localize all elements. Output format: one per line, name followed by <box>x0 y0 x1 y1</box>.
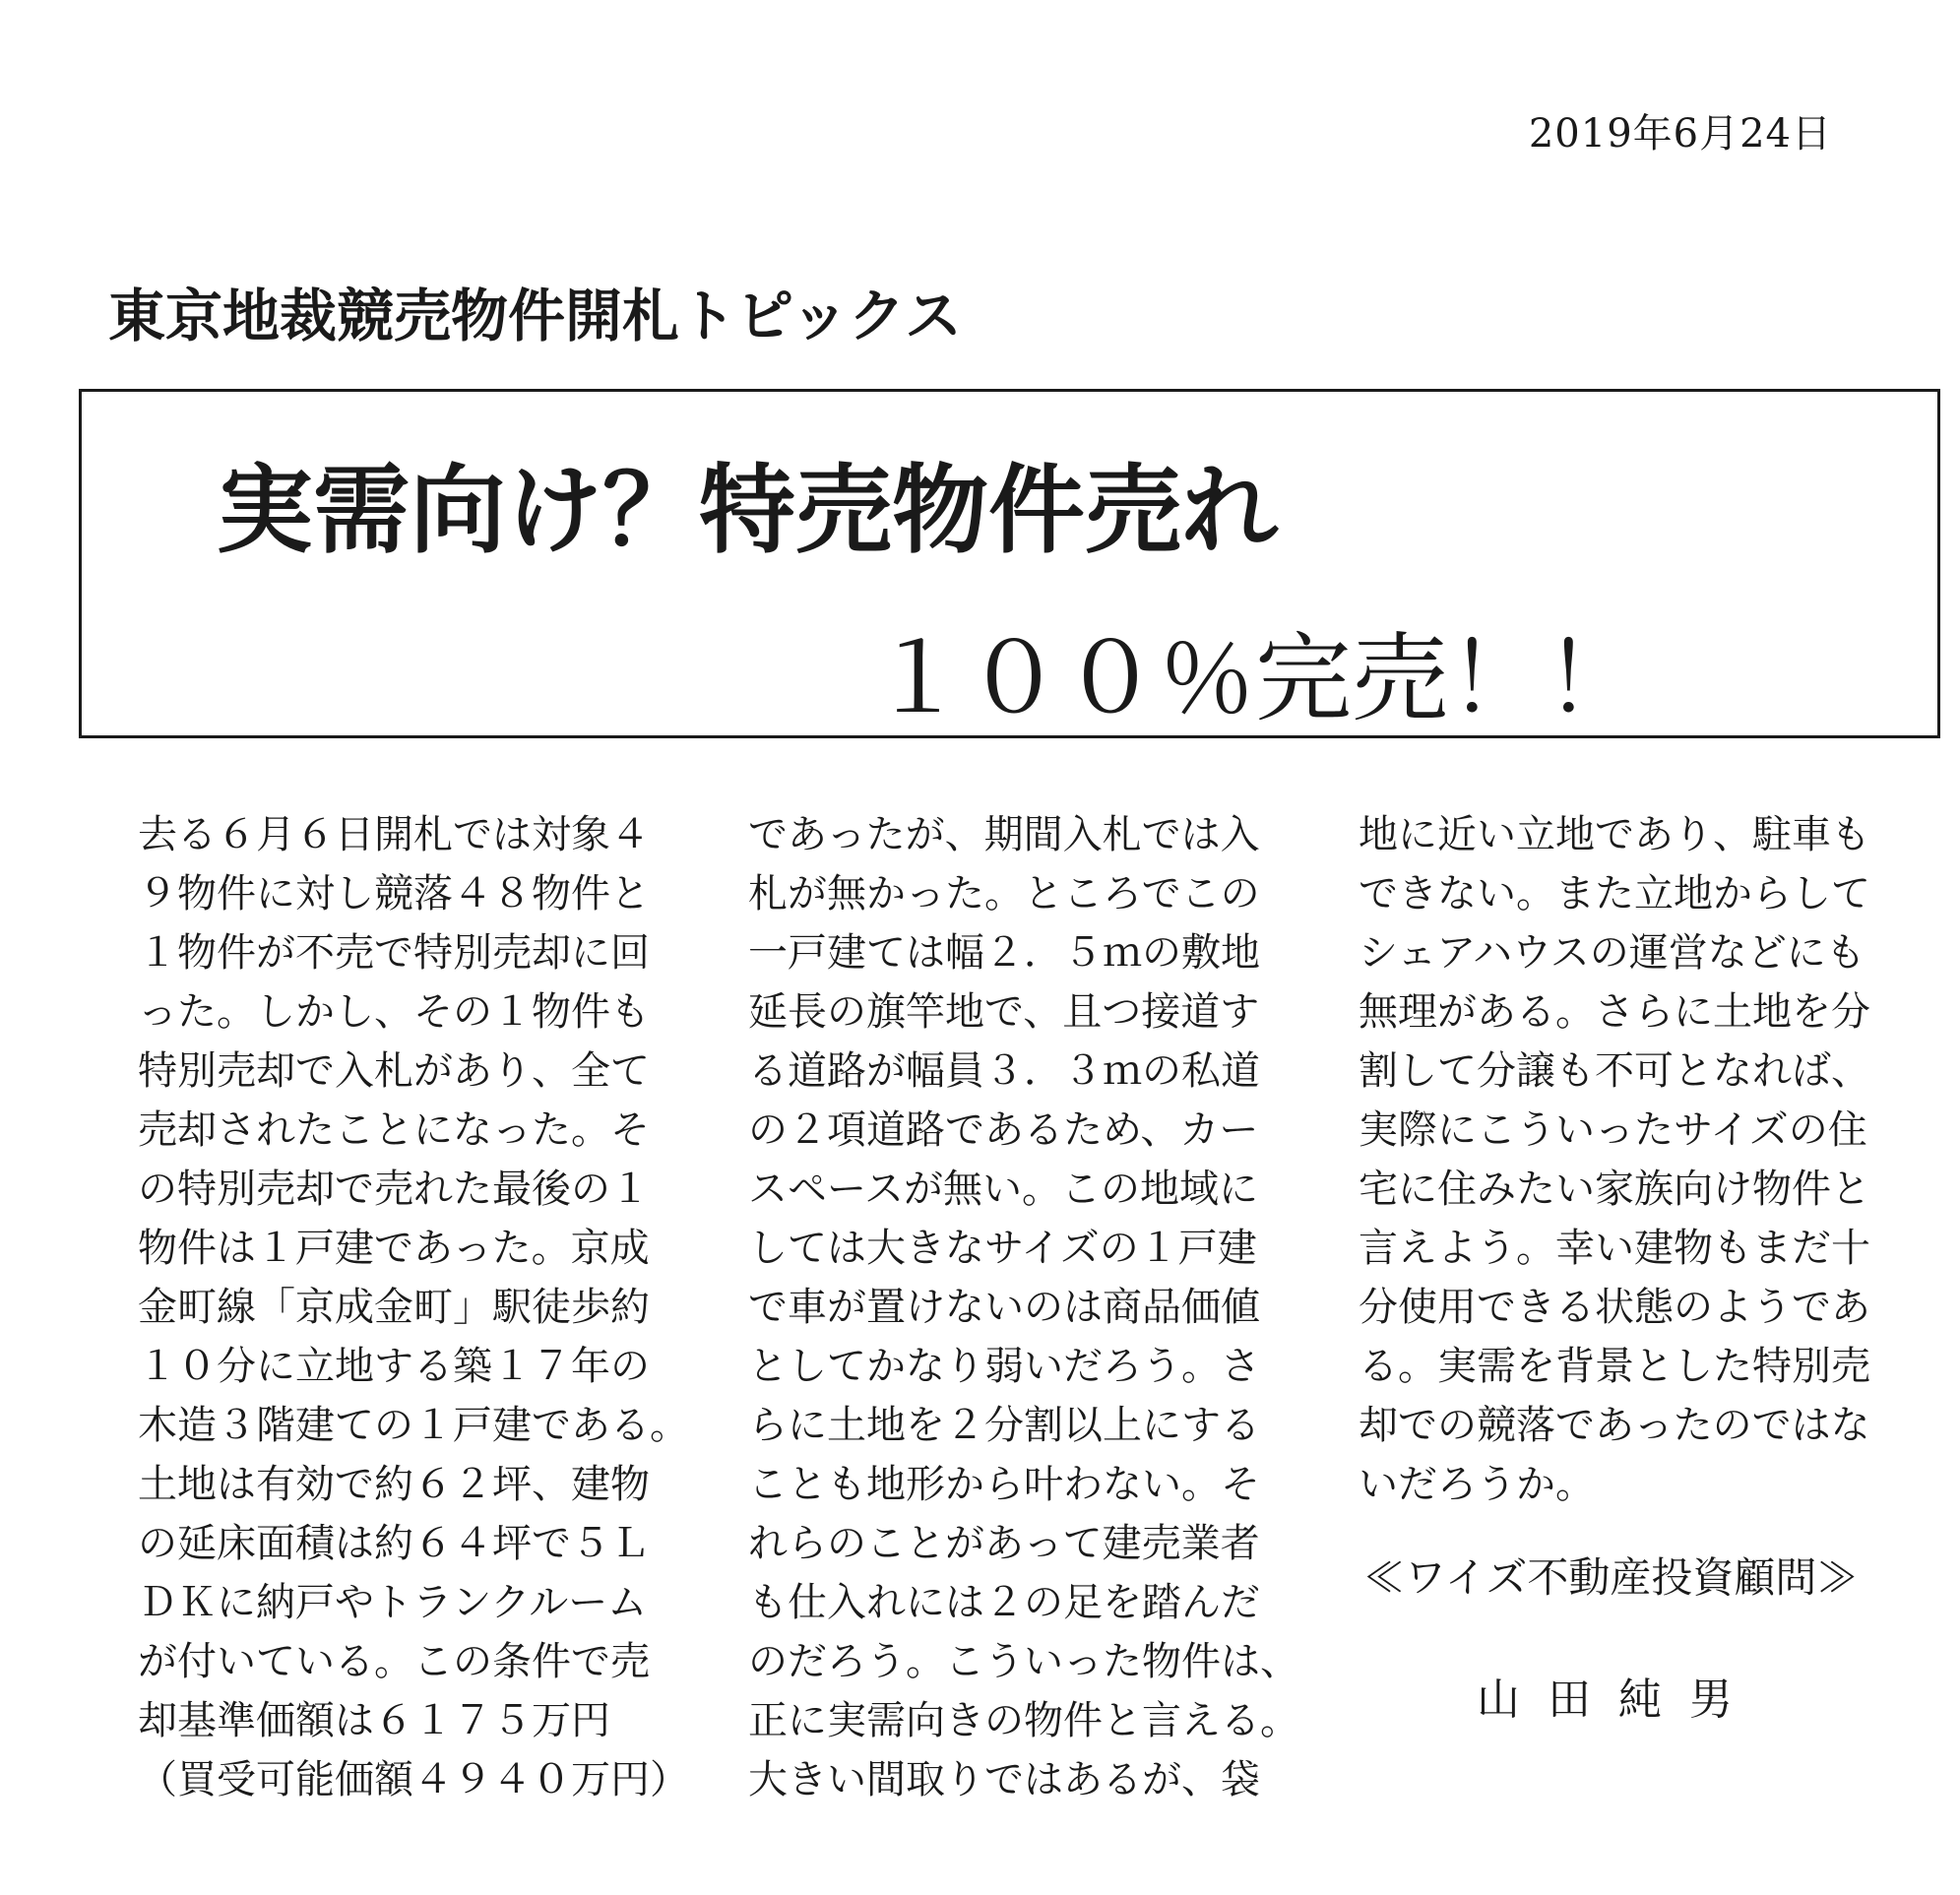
text-line: 割して分譲も不可となれば、 <box>1359 1048 1870 1094</box>
text-line: 大きい間取りではあるが、袋 <box>748 1757 1260 1802</box>
text-line: 分使用できる状態のようであ <box>1359 1285 1870 1330</box>
text-line: も仕入れには２の足を踏んだ <box>748 1580 1260 1625</box>
body-column-1 <box>138 805 689 1809</box>
text-line: 一戸建ては幅２．５ｍの敷地 <box>748 930 1260 976</box>
text-line: 土地は有効で約６２坪、建物 <box>138 1462 650 1507</box>
text-line: 物件は１戸建であった。京成 <box>138 1226 650 1271</box>
text-line: 木造３階建ての１戸建である。 <box>138 1403 689 1448</box>
text-line: スペースが無い。この地域に <box>748 1167 1258 1212</box>
text-line: 正に実需向きの物件と言える。 <box>748 1698 1299 1743</box>
text-line: 却基準価額は６１７５万円 <box>138 1698 610 1743</box>
text-line: であったが、期間入札では入 <box>748 812 1260 857</box>
text-line: の特別売却で売れた最後の１ <box>138 1167 650 1212</box>
company-name: ≪ワイズ不動産投資顧問≫ <box>1363 1553 1859 1602</box>
date: 2019年6月24日 <box>1528 111 1832 157</box>
text-line: できない。また立地からして <box>1359 871 1870 916</box>
text-line: 無理がある。さらに土地を分 <box>1359 989 1870 1035</box>
headline-line-2: １００％完売！！ <box>869 623 1642 735</box>
text-line: らに土地を２分割以上にする <box>748 1403 1260 1448</box>
text-line: しては大きなサイズの１戸建 <box>748 1226 1257 1271</box>
text-line: る道路が幅員３．３ｍの私道 <box>748 1048 1260 1094</box>
text-line: １０分に立地する築１７年の <box>138 1344 650 1389</box>
text-line: 却での競落であったのではな <box>1359 1403 1870 1448</box>
text-line: いだろうか。 <box>1359 1462 1595 1507</box>
text-line: ＤＫに納戸やトランクルーム <box>138 1580 648 1625</box>
headline-box <box>79 389 1940 738</box>
headline-line-1: 実需向け？特売物件売れ <box>217 455 1279 567</box>
author-name: 山田純男 <box>1477 1674 1760 1725</box>
text-line: った。しかし、その１物件も <box>138 989 650 1035</box>
text-line: １物件が不売で特別売却に回 <box>138 930 650 976</box>
text-line: 地に近い立地であり、駐車も <box>1359 812 1870 857</box>
text-line: （買受可能価額４９４０万円） <box>138 1757 689 1802</box>
text-line: の２項道路であるため、カー <box>748 1107 1259 1153</box>
text-line: 売却されたことになった。そ <box>138 1107 650 1153</box>
text-line: としてかなり弱いだろう。さ <box>748 1344 1260 1389</box>
text-line: る。実需を背景とした特別売 <box>1359 1344 1870 1389</box>
text-line: 延長の旗竿地で、且つ接道す <box>748 989 1260 1035</box>
body-column-2 <box>748 805 1299 1809</box>
text-line: 金町線「京成金町」駅徒歩約 <box>138 1285 650 1330</box>
text-line: ことも地形から叶わない。そ <box>748 1462 1260 1507</box>
text-line: の延床面積は約６４坪で５Ｌ <box>138 1521 650 1566</box>
text-line: 特別売却で入札があり、全て <box>138 1048 650 1094</box>
text-line: シェアハウスの運営などにも <box>1359 930 1865 976</box>
text-line: 宅に住みたい家族向け物件と <box>1359 1167 1870 1212</box>
text-line: 札が無かった。ところでこの <box>748 871 1260 916</box>
body-column-3 <box>1359 805 1870 1514</box>
text-line: 去る６月６日開札では対象４ <box>138 812 650 857</box>
text-line: れらのことがあって建売業者 <box>748 1521 1260 1566</box>
text-line: 実際にこういったサイズの住 <box>1359 1107 1867 1153</box>
text-line: 言えよう。幸い建物もまだ十 <box>1359 1226 1870 1271</box>
text-line: のだろう。こういった物件は、 <box>748 1639 1299 1684</box>
text-line: で車が置けないのは商品価値 <box>748 1285 1260 1330</box>
text-line: が付いている。この条件で売 <box>138 1639 650 1684</box>
text-line: ９物件に対し競落４８物件と <box>138 871 650 916</box>
section-heading: 東京地裁競売物件開札トピックス <box>108 283 963 349</box>
